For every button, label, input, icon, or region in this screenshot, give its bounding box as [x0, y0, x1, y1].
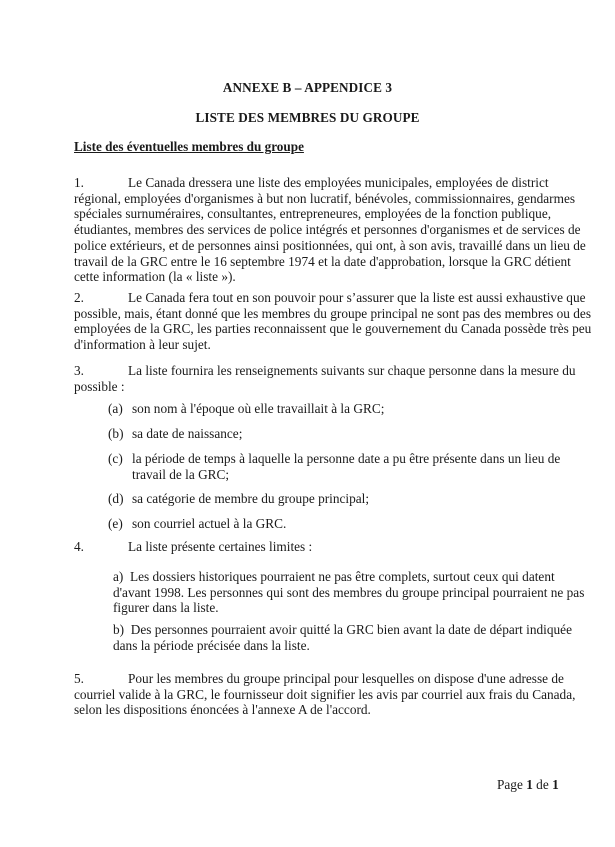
list-item-text: sa catégorie de membre du groupe principal; [132, 491, 370, 506]
paragraph-number: 4. [74, 539, 84, 554]
paragraph-line: Le Canada dressera une liste des employées municipales, employées de district [128, 175, 549, 190]
paragraph-line: d'information à leur sujet. [74, 337, 211, 353]
list-item-b [108, 426, 242, 442]
paragraph-line: cette information (la « liste »). [74, 269, 236, 285]
limit-item-text: figurer dans la liste. [113, 600, 219, 616]
list-item-label: (e) [108, 516, 123, 531]
paragraph-line: possible, mais, étant donné que les membres du groupe principal ne sont pas des membres ou des [74, 305, 591, 321]
paragraph-number: 2. [74, 290, 84, 305]
list-item-label: (a) [108, 401, 123, 416]
paragraph-line: Le Canada fera tout en son pouvoir pour s’assurer que la liste est aussi exhaustive que [128, 290, 586, 305]
paragraph-line: spéciales surnuméraires, consultantes, entrepreneures, employées de la fonction publique, [74, 206, 552, 222]
document-title: LISTE DES MEMBRES DU GROUPE [195, 110, 420, 125]
section-heading: Liste des éventuelles membres du groupe [74, 139, 304, 154]
paragraph-1 [74, 175, 586, 285]
list-item-d [108, 491, 369, 507]
paragraph-line: La liste fournira les renseignements suivants sur chaque personne dans la mesure du [128, 363, 576, 378]
paragraph-number: 3. [74, 363, 84, 378]
paragraph-5 [74, 671, 576, 718]
list-item-label: (d) [108, 491, 124, 506]
limit-item-text: Les dossiers historiques pourraient ne pas être complets, surtout ceux qui datent [130, 569, 555, 584]
limit-item-text: Des personnes pourraient avoir quitté la GRC bien avant la date de départ indiquée [130, 622, 572, 637]
list-item-c [108, 451, 560, 482]
limit-item-b [113, 622, 572, 653]
of-label: de [536, 777, 549, 792]
paragraph-line: Pour les membres du groupe principal pour lesquelles on dispose d'une adresse de [128, 671, 564, 686]
paragraph-4 [74, 539, 548, 555]
list-item-label: (c) [108, 451, 123, 466]
list-item-text: son courriel actuel à la GRC. [132, 516, 287, 531]
page-number-footer [497, 777, 559, 793]
paragraph-3 [74, 363, 576, 394]
list-item-a [108, 401, 384, 417]
paragraph-line: possible : [74, 378, 125, 394]
paragraph-line: employées de la GRC, les parties reconnaissent que le gouvernement du Canada possède très peu [74, 321, 592, 337]
list-item-label: (b) [108, 426, 124, 441]
limit-item-text: d'avant 1998. Les personnes qui sont des membres du groupe principal pourraient ne pas [113, 584, 585, 600]
annex-title: ANNEXE B – APPENDICE 3 [222, 80, 393, 95]
paragraph-number: 5. [74, 671, 84, 686]
paragraph-line: régional, employées d'organismes à but non lucratif, bénévoles, commissionnaires, gendarmes [74, 190, 576, 206]
list-item-e [108, 516, 286, 532]
paragraph-line: La liste présente certaines limites : [128, 539, 313, 554]
limit-item-label: a) [113, 569, 124, 584]
limit-item-a [113, 569, 584, 616]
list-item-text: son nom à l'époque où elle travaillait à la GRC; [132, 401, 385, 416]
page-label: Page [497, 777, 523, 792]
list-item-text: la période de temps à laquelle la personne date a pu être présente dans un lieu de [132, 451, 561, 466]
list-item-text: travail de la GRC; [132, 466, 230, 482]
limit-item-label: b) [113, 622, 125, 637]
paragraph-line: étudiantes, membres des services de police intégrés et personnes d'organismes et de services de [74, 222, 581, 238]
paragraph-line: police extérieurs, et de personnes ainsi positionnées, qui ont, à son avis, travaillé dans un lieu de [74, 237, 586, 253]
list-item-text: sa date de naissance; [132, 426, 243, 441]
limit-item-text: dans la période précisée dans la liste. [113, 637, 310, 653]
paragraph-line: travail de la GRC entre le 16 septembre 1974 et la date d'approbation, lorsque la GRC détient [74, 253, 571, 269]
paragraph-line: courriel valide à la GRC, le fournisseur doit signifier les avis par courriel aux frais du Canada, [74, 686, 576, 702]
paragraph-line: selon les dispositions énoncées à l'annexe A de l'accord. [74, 702, 371, 718]
total-pages: 1 [552, 777, 559, 792]
current-page: 1 [526, 777, 533, 792]
paragraph-2 [74, 290, 592, 353]
paragraph-number: 1. [74, 175, 84, 190]
